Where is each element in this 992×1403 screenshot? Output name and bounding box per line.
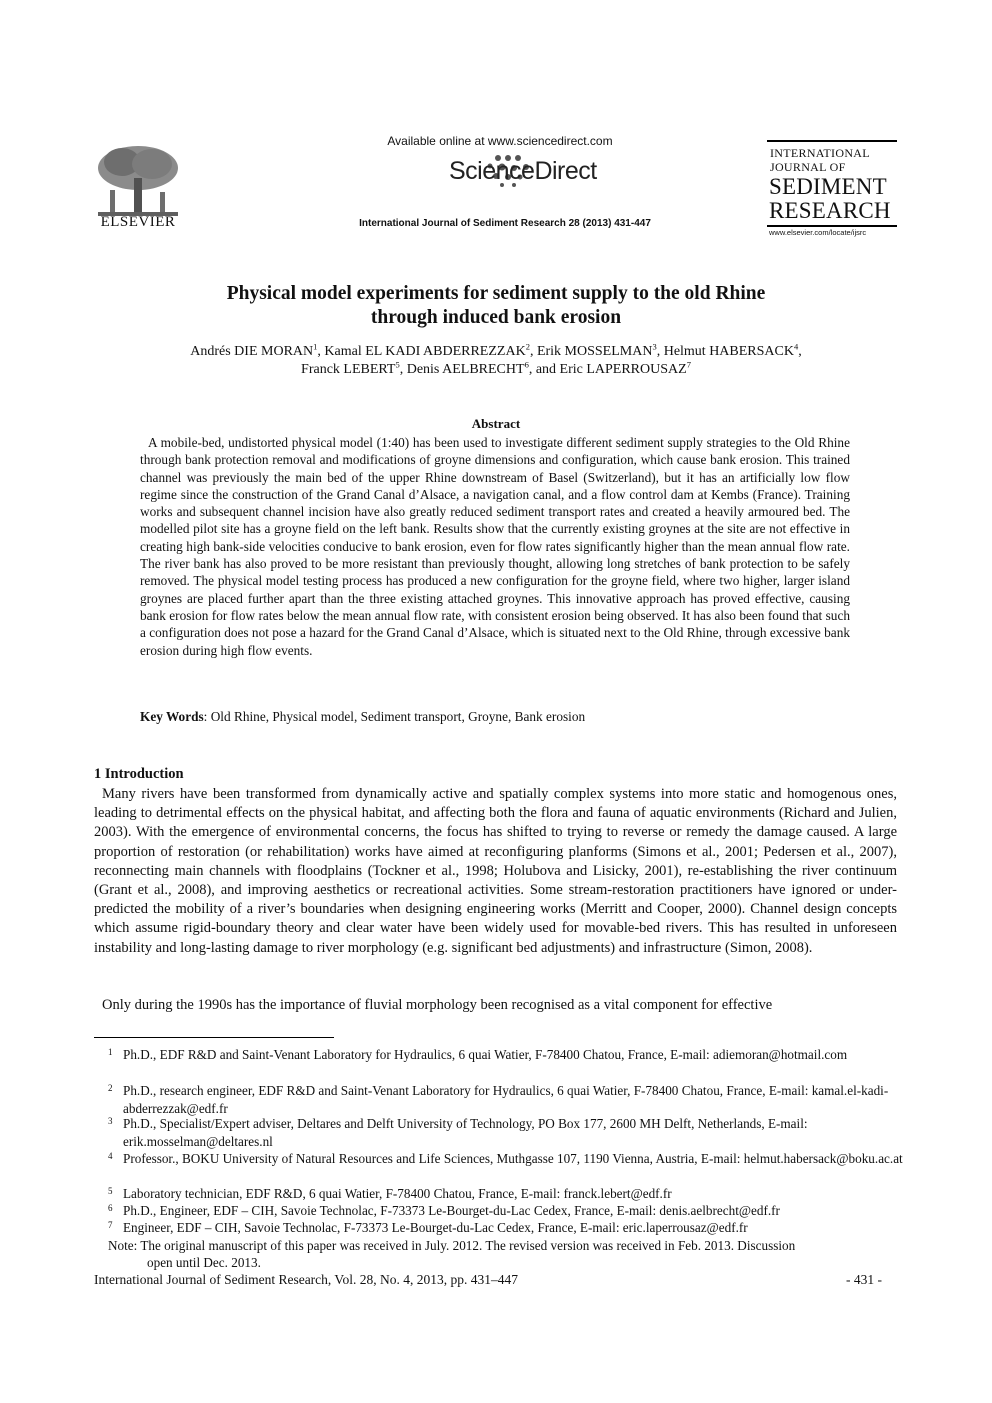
- title-line: Physical model experiments for sediment supply to the old Rhine: [226, 283, 766, 304]
- footnote-text: Ph.D., research engineer, EDF R&D and Saint-Venant Laboratory for Hydraulics, 6 quai Watier, F-78400 Chatou, France, E-mail: kamal.el-kadi-abderrezzak@edf.fr: [123, 1083, 889, 1116]
- keywords-label: Key Words: [140, 709, 204, 724]
- journal-logo-line: INTERNATIONAL: [770, 146, 870, 160]
- journal-logo-line: SEDIMENT: [769, 174, 887, 199]
- journal-logo-line: RESEARCH: [769, 198, 891, 223]
- journal-citation: International Journal of Sediment Research 28 (2013) 431-447: [359, 218, 651, 229]
- footnote: [108, 1185, 903, 1203]
- author-separator: , and: [528, 362, 560, 377]
- elsevier-wordmark: ELSEVIER: [100, 214, 176, 230]
- affiliation-mark[interactable]: 6: [524, 359, 529, 370]
- author-name: Andrés DIE MORAN: [190, 344, 314, 359]
- affiliation-mark[interactable]: 7: [686, 359, 691, 370]
- footnote: [108, 1219, 903, 1237]
- footnote-text: Ph.D., Specialist/Expert adviser, Deltares and Delft University of Technology, PO Box 177, 2600 MH Delft, Netherlands, E-mail: erik.mosselman@deltares.nl: [123, 1116, 808, 1149]
- author-separator: ,: [798, 344, 802, 359]
- footnote: [108, 1046, 903, 1064]
- footnote-text: Ph.D., Engineer, EDF – CIH, Savoie Technolac, F-73373 Le-Bourget-du-Lac Cedex, France, E-mail: denis.aelbrecht@edf.fr: [123, 1203, 780, 1218]
- author-separator: ,: [317, 344, 325, 359]
- author-name: Denis AELBRECHT: [406, 362, 525, 377]
- manuscript-note: [108, 1237, 898, 1271]
- keywords: [140, 709, 850, 725]
- affiliation-mark[interactable]: 1: [313, 341, 318, 352]
- author-list: [96, 343, 896, 379]
- footnote-number: 6: [108, 1203, 113, 1213]
- footer-citation: International Journal of Sediment Research, Vol. 28, No. 4, 2013, pp. 431–447: [94, 1272, 518, 1287]
- author-separator: ,: [529, 344, 537, 359]
- footnote-number: 3: [108, 1116, 113, 1126]
- title-line: through induced bank erosion: [370, 307, 622, 328]
- author-separator: ,: [399, 362, 407, 377]
- note-line: open until Dec. 2013.: [147, 1255, 261, 1270]
- journal-url-link[interactable]: www.elsevier.com/locate/ijsrc: [769, 228, 867, 237]
- keywords-list: : Old Rhine, Physical model, Sediment transport, Groyne, Bank erosion: [203, 709, 586, 724]
- author-name: Kamal EL KADI ABDERREZZAK: [324, 344, 526, 359]
- journal-logo-rule: [767, 225, 897, 227]
- footnote-text: Ph.D., EDF R&D and Saint-Venant Laboratory for Hydraulics, 6 quai Watier, F-78400 Chatou, France, E-mail: adiemoran@hotmail.com: [123, 1047, 848, 1062]
- footnote-number: 4: [108, 1151, 113, 1161]
- abstract-body: A mobile-bed, undistorted physical model (1:40) has been used to investigate different sediment supply strategies to the Old Rhine through bank protection removal and modifications of groyne dimensions and configuration, which cause bank erosion. This trained channel was previously the main bed of the upper Rhine downstream of Basel (Switzerland), but it has an artificially low flow regime since the construction of the Grand Canal d’Alsace, a navigation canal, and a flow control dam at Kembs (France). Training works and subsequent channel incision have also greatly reduced sediment transport rates and created a heavily armoured bed. The modelled pilot site has a groyne field on the left bank. Results show that the currently existing groynes at the site are not effective in creating high bank-side velocities conducive to bank erosion, even for flow rates significantly higher than the mean annual flow rate. The river bank has also proved to be more resistant than previously thought, allowing long stretches of bank protection to be safely removed. The physical model testing process has produced a new configuration for the groyne field, where two higher, larger island groynes are placed further apart than the three existing attached groynes. This innovative approach has proved effective, causing bank erosion for flow rates below the mean annual flow rate, with consistent erosion being observed. It has also been found that such a configuration does not pose a hazard for the Grand Canal d’Alsace, which is situated next to the Old Rhine, through excessive bank erosion during high flow events.: [140, 435, 850, 658]
- section-heading: 1 Introduction: [94, 766, 184, 782]
- footnote: [108, 1115, 903, 1151]
- footnote-rule: [94, 1037, 334, 1038]
- footnote-text: Professor., BOKU University of Natural Resources and Life Sciences, Muthgasse 107, 1190 Vienna, Austria, E-mail: helmut.habersack@boku.ac.at: [123, 1151, 903, 1166]
- body-paragraph: Only during the 1990s has the importance of fluvial morphology been recognised as a vital component for effective: [102, 997, 773, 1013]
- author-name: Franck LEBERT: [301, 362, 396, 377]
- affiliation-mark[interactable]: 5: [395, 359, 400, 370]
- abstract-heading: Abstract: [471, 416, 521, 431]
- footnote: [108, 1150, 903, 1168]
- footnote-number: 5: [108, 1186, 113, 1196]
- footnote: [108, 1202, 903, 1220]
- author-separator: ,: [656, 344, 664, 359]
- paper-title: [96, 282, 896, 330]
- body-paragraph: Many rivers have been transformed from dynamically active and spatially complex systems into more static and homogenous ones, leading to detrimental effects on the physical habitat, and affecting both the flora and fauna of aquatic environments (Richard and Julien, 2003). With the emergence of environmental concerns, the focus has shifted to trying to reverse or remedy the damage caused. A large proportion of restoration (or rehabilitation) works have aimed at reconfiguring planforms (Simons et al., 2001; Pedersen et al., 2007), reconnecting main channels with floodplains (Tockner et al., 1998; Holubova and Lisicky, 2001), re-establishing the river continuum (Grant et al., 2008), and improving aesthetics or recreational activities. Some stream-restoration practitioners have ignored or under-predicted the mobility of a river’s boundaries when designing engineering works (Merritt and Cooper, 2000). Channel design concepts which assume rigid-boundary theory and clear water have been widely used for movable-bed rivers. This has resulted in unforeseen instability and long-lasting damage to river morphology (e.g. significant bed adjustments) and infrastructure (Simon, 2008).: [94, 786, 897, 956]
- affiliation-mark[interactable]: 3: [652, 341, 657, 352]
- sciencedirect-wordmark[interactable]: ScienceDirect: [449, 157, 597, 185]
- footnote-number: 2: [108, 1083, 113, 1093]
- author-name: Eric LAPERROUSAZ: [559, 362, 687, 377]
- affiliation-mark[interactable]: 4: [794, 341, 799, 352]
- footnote-text: Engineer, EDF – CIH, Savoie Technolac, F-73373 Le-Bourget-du-Lac Cedex, France, E-mail: eric.laperrousaz@edf.fr: [123, 1220, 748, 1235]
- footnote-text: Laboratory technician, EDF R&D, 6 quai Watier, F-78400 Chatou, France, E-mail: franck.lebert@edf.fr: [123, 1186, 672, 1201]
- page-number: - 431 -: [846, 1272, 882, 1287]
- footnote-number: 1: [108, 1047, 113, 1057]
- journal-logo-line: JOURNAL OF: [770, 160, 846, 174]
- affiliation-mark[interactable]: 2: [525, 341, 530, 352]
- footnote-number: 7: [108, 1220, 113, 1230]
- note-line: Note: The original manuscript of this paper was received in July. 2012. The revised version was received in Feb. 2013. Discussion: [108, 1238, 796, 1253]
- author-name: Helmut HABERSACK: [663, 344, 794, 359]
- footnote: [108, 1082, 903, 1118]
- author-name: Erik MOSSELMAN: [536, 344, 653, 359]
- available-online-text[interactable]: Available online at www.sciencedirect.com: [387, 134, 613, 148]
